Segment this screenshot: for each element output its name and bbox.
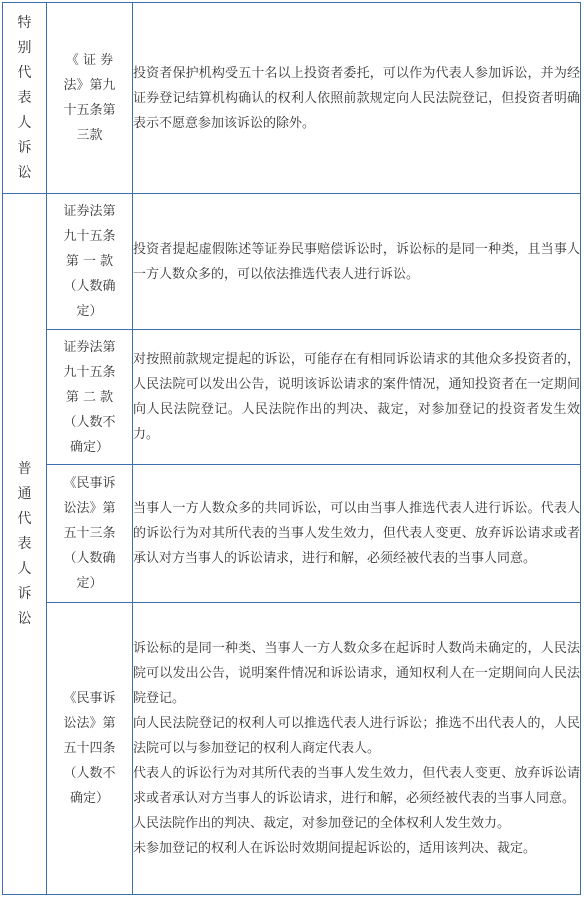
category-char: 普 bbox=[17, 460, 32, 477]
law-citation: 《民事诉 讼法》第 五十四条 （人数不 确定） bbox=[47, 603, 133, 895]
provision-paragraph: 人民法院作出的判决、裁定，对参加登记的全体权利人发生效力。 bbox=[133, 816, 511, 831]
category-char: 别 bbox=[17, 39, 32, 56]
table-row bbox=[3, 603, 581, 895]
provision-text bbox=[133, 603, 581, 895]
category-char: 代 bbox=[17, 64, 32, 81]
provision-paragraph: 对按照前款规定提起的诉讼，可能存在有相同诉讼请求的其他众多投资者的，人民法院可以发出公告，说明该诉讼请求的案件情况，通知投资者在一定期间向人民法院登记。人民法院作出的判决、裁定，对参加登记的投资者发生效力。 bbox=[133, 352, 580, 442]
category-char: 诉 bbox=[17, 139, 32, 156]
provision-text bbox=[133, 465, 581, 603]
provision-paragraph: 诉讼标的是同一种类、当事人一方人数众多在起诉时人数尚未确定的，人民法院可以发出公告，说明案件情况和诉讼请求，通知权利人在一定期间向人民法院登记。 bbox=[133, 641, 580, 706]
provision-paragraph: 投资者提起虚假陈述等证券民事赔偿诉讼时，诉讼标的是同一种类，且当事人一方人数众多的，可以依法推选代表人进行诉讼。 bbox=[133, 241, 580, 282]
category-char: 讼 bbox=[17, 610, 32, 627]
law-citation: 证券法第 九十五条 第 一 款 （人数确 定） bbox=[47, 194, 133, 330]
table-row bbox=[3, 194, 581, 330]
category-ordinary bbox=[3, 194, 47, 895]
category-char: 代 bbox=[17, 510, 32, 527]
law-citation: 证券法第 九十五条 第 二 款 （人数不 确定） bbox=[47, 330, 133, 465]
table-row bbox=[3, 330, 581, 465]
provision-paragraph: 向人民法院登记的权利人可以推选代表人进行诉讼；推选不出代表人的，人民法院可以与参加登记的权利人商定代表人。 bbox=[133, 716, 580, 756]
category-char: 人 bbox=[17, 114, 32, 131]
law-citation: 《 证 券 法》第九 十五条第 三款 bbox=[47, 3, 133, 194]
provision-text bbox=[133, 194, 581, 330]
category-char: 诉 bbox=[17, 585, 32, 602]
litigation-table bbox=[2, 2, 581, 895]
provision-paragraph: 当事人一方人数众多的共同诉讼，可以由当事人推选代表人进行诉讼。代表人的诉讼行为对其所代表的当事人发生效力，但代表人变更、放弃诉讼请求或者承认对方当事人的诉讼请求，进行和解，必须经被代表的当事人同意。 bbox=[133, 501, 580, 566]
provision-text bbox=[133, 330, 581, 465]
category-special bbox=[3, 3, 47, 194]
category-char: 人 bbox=[17, 560, 32, 577]
category-char: 表 bbox=[17, 535, 32, 552]
category-char: 表 bbox=[17, 89, 32, 106]
category-char: 特 bbox=[17, 14, 32, 31]
category-char: 通 bbox=[17, 485, 32, 502]
provision-paragraph: 未参加登记的权利人在诉讼时效期间提起诉讼的，适用该判决、裁定。 bbox=[133, 841, 537, 856]
category-char: 讼 bbox=[17, 164, 32, 181]
provision-paragraph: 代表人的诉讼行为对其所代表的当事人发生效力，但代表人变更、放弃诉讼请求或者承认对方当事人的诉讼请求，进行和解，必须经被代表的当事人同意。 bbox=[133, 766, 580, 806]
table-row bbox=[3, 465, 581, 603]
law-citation: 《民事诉 讼法》第 五十三条 （人数确 定） bbox=[47, 465, 133, 603]
table-row bbox=[3, 3, 581, 194]
provision-paragraph: 投资者保护机构受五十名以上投资者委托，可以作为代表人参加诉讼，并为经证券登记结算机构确认的权利人依照前款规定向人民法院登记，但投资者明确表示不愿意参加该诉讼的除外。 bbox=[133, 65, 580, 131]
provision-text bbox=[133, 3, 581, 194]
